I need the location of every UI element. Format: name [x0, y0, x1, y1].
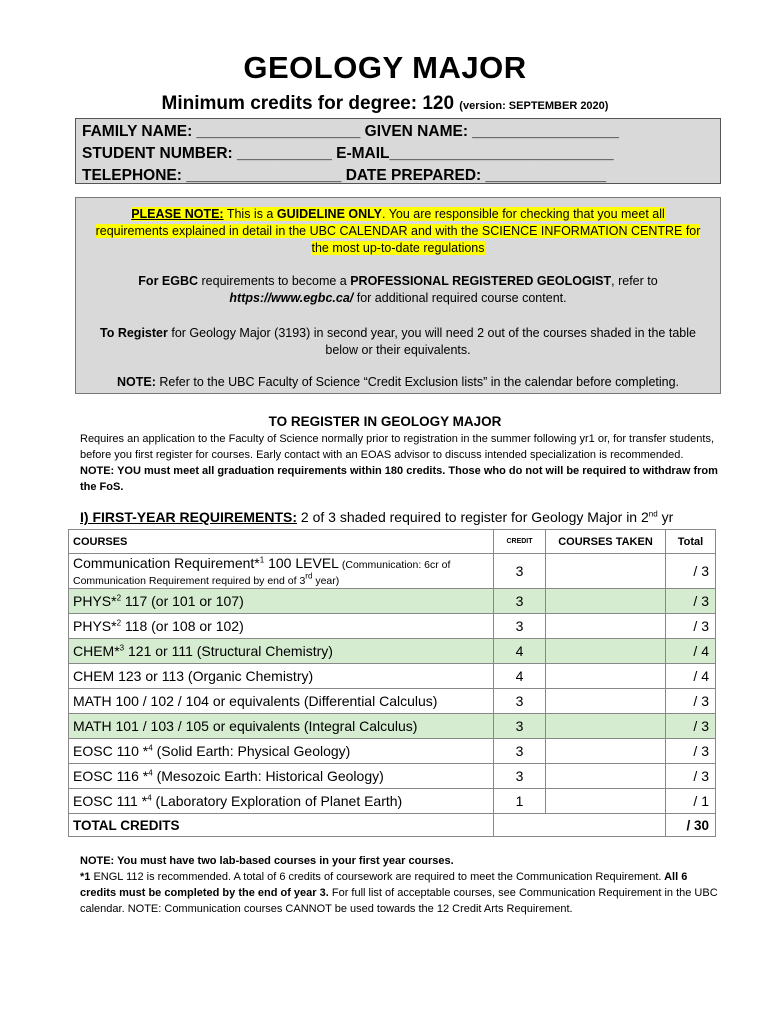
min-credits-text: Minimum credits for degree: 120 — [161, 93, 455, 114]
course-name: PHYS* — [73, 618, 117, 634]
course-detail: 118 (or 108 or 102) — [121, 618, 244, 634]
egbc-refer: , refer to — [611, 274, 658, 288]
register-label: To Register — [100, 326, 168, 340]
course-detail: (Mesozoic Earth: Historical Geology) — [152, 768, 384, 784]
register-text: for Geology Major (3193) in second year, you will need 2 out of the courses shaded in the table below or their equivalents. — [171, 326, 696, 357]
courses-taken-input[interactable] — [546, 714, 666, 739]
header-courses: COURSES — [69, 530, 494, 554]
credit-cell: 3 — [494, 689, 546, 714]
course-cell — [69, 639, 494, 664]
section-title: I) FIRST-YEAR REQUIREMENTS: — [80, 509, 298, 525]
please-note-label: PLEASE NOTE: — [131, 207, 224, 221]
total-cell: / 3 — [666, 614, 716, 639]
table-row — [69, 764, 716, 789]
egbc-link[interactable]: https://www.egbc.ca/ — [229, 291, 354, 305]
notice-box — [75, 197, 721, 394]
credit-cell: 3 — [494, 614, 546, 639]
register-paragraph — [80, 431, 720, 495]
total-cell: / 3 — [666, 689, 716, 714]
course-name: Communication Requirement* — [73, 555, 260, 571]
footnotes — [80, 853, 720, 917]
egbc-mid: requirements to become a — [201, 274, 347, 288]
courses-taken-input[interactable] — [546, 739, 666, 764]
table-row — [69, 589, 716, 614]
credit-cell: 3 — [494, 714, 546, 739]
total-cell: / 3 — [666, 739, 716, 764]
total-cell: / 3 — [666, 589, 716, 614]
course-cell — [69, 789, 494, 814]
credit-cell: 3 — [494, 589, 546, 614]
course-note-sup: rd — [305, 571, 313, 581]
course-cell — [69, 739, 494, 764]
course-detail: 121 or 111 (Structural Chemistry) — [124, 643, 333, 659]
email-field[interactable]: E-MAIL__________________________ — [336, 145, 614, 162]
header-credit: CREDIT — [494, 530, 546, 554]
course-footnote-ref: 1 — [259, 555, 265, 565]
info-row-1 — [82, 121, 714, 143]
first-year-requirements-table — [68, 529, 716, 837]
courses-taken-input[interactable] — [546, 639, 666, 664]
course-detail: (Solid Earth: Physical Geology) — [152, 743, 351, 759]
credit-cell: 3 — [494, 739, 546, 764]
course-detail: 100 LEVEL — [264, 555, 339, 571]
table-row — [69, 789, 716, 814]
section-desc: 2 of 3 shaded required to register for Geology Major in 2 — [300, 509, 649, 525]
table-row — [69, 739, 716, 764]
course-name: MATH 100 / 102 / 104 or equivalents (Differential Calculus) — [73, 693, 438, 709]
course-cell — [69, 764, 494, 789]
course-cell — [69, 589, 494, 614]
courses-taken-input[interactable] — [546, 689, 666, 714]
fn1-bold: All 6 credits must be completed by the end of year 3. — [80, 871, 688, 899]
table-row — [69, 554, 716, 589]
fn1-text: ENGL 112 is recommended. A total of 6 credits of coursework are required to meet the Communication Requirement. — [90, 871, 662, 883]
total-cell: / 1 — [666, 789, 716, 814]
table-header-row — [69, 530, 716, 554]
courses-taken-input[interactable] — [546, 554, 666, 589]
table-row — [69, 639, 716, 664]
course-detail: (Laboratory Exploration of Planet Earth) — [151, 793, 403, 809]
student-number-field[interactable]: STUDENT NUMBER: ___________ — [82, 145, 332, 162]
course-name: MATH 101 / 103 / 105 or equivalents (Integral Calculus) — [73, 718, 418, 734]
course-footnote-ref: 4 — [147, 793, 152, 803]
please-note-rest: . You are responsible for checking that you meet all requirements explained in detail in the UBC CALENDAR and with the SCIENCE INFORMATION CENTRE for the most up-to-date regulations — [95, 207, 701, 255]
courses-taken-input[interactable] — [546, 664, 666, 689]
course-note: (Communication: 6cr of Communication Requirement required by end of 3 — [73, 559, 451, 587]
credit-cell: 3 — [494, 764, 546, 789]
register-body: Requires an application to the Faculty of Science normally prior to registration in the summer following yr1 or, for transfer students, before you first register for courses. Early contact with an EOAS advisor to discuss intended specialization is recommended. — [80, 433, 715, 461]
credit-cell: 1 — [494, 789, 546, 814]
register-heading: TO REGISTER IN GEOLOGY MAJOR — [268, 414, 502, 429]
note-text: Refer to the UBC Faculty of Science “Credit Exclusion lists” in the calendar before completing. — [159, 375, 680, 389]
course-name: EOSC 116 * — [73, 768, 149, 784]
table-row — [69, 664, 716, 689]
total-credits-row — [69, 814, 716, 837]
info-row-3 — [82, 165, 714, 187]
courses-taken-input[interactable] — [546, 789, 666, 814]
page-subtitle — [0, 93, 770, 115]
course-footnote-ref: 2 — [116, 618, 122, 628]
course-name: CHEM* — [73, 643, 120, 659]
course-footnote-ref: 3 — [119, 643, 125, 653]
lab-note: NOTE: You must have two lab-based courses in your first year courses. — [80, 855, 454, 867]
course-footnote-ref: 4 — [148, 768, 153, 778]
course-cell — [69, 614, 494, 639]
table-row — [69, 689, 716, 714]
table-body — [69, 554, 716, 814]
total-credits-blank — [494, 814, 666, 837]
credit-cell: 4 — [494, 639, 546, 664]
page-title: GEOLOGY MAJOR — [243, 50, 527, 85]
total-cell: / 4 — [666, 639, 716, 664]
register-bold-note: NOTE: YOU must meet all graduation requirements within 180 credits. Those who do not will be required to withdraw from the FoS. — [80, 465, 718, 493]
total-credits-label: TOTAL CREDITS — [69, 814, 494, 837]
please-note-pre: This is a — [226, 207, 274, 221]
credit-exclusion-notice — [82, 374, 714, 391]
header-total: Total — [666, 530, 716, 554]
note-label: NOTE: — [116, 375, 156, 389]
egbc-post: for additional required course content. — [356, 291, 567, 305]
course-cell — [69, 554, 494, 589]
egbc-label: For EGBC — [138, 274, 199, 288]
course-cell — [69, 714, 494, 739]
fn1-label: *1 — [80, 871, 91, 883]
register-notice — [82, 325, 714, 359]
section-desc-post: yr — [657, 509, 674, 525]
course-footnote-ref: 4 — [148, 743, 153, 753]
credit-cell: 4 — [494, 664, 546, 689]
total-cell: / 3 — [666, 554, 716, 589]
given-name-field[interactable]: GIVEN NAME: _________________ — [364, 123, 619, 140]
total-cell: / 4 — [666, 664, 716, 689]
course-name: CHEM 123 or 113 (Organic Chemistry) — [73, 668, 314, 684]
course-cell — [69, 689, 494, 714]
table-row — [69, 714, 716, 739]
course-cell — [69, 664, 494, 689]
courses-taken-input[interactable] — [546, 589, 666, 614]
total-cell: / 3 — [666, 764, 716, 789]
guideline-notice — [94, 206, 702, 257]
first-year-section-title — [80, 509, 740, 525]
student-info-box — [75, 118, 721, 184]
version-text: (version: SEPTEMBER 2020) — [459, 100, 609, 112]
course-name: EOSC 111 * — [73, 793, 148, 809]
family-name-field[interactable]: FAMILY NAME: ___________________ — [82, 123, 361, 140]
telephone-field[interactable]: TELEPHONE: __________________ — [82, 167, 342, 184]
egbc-notice — [86, 273, 710, 307]
table-row — [69, 614, 716, 639]
total-credits-value: / 30 — [666, 814, 716, 837]
course-name: PHYS* — [73, 593, 117, 609]
guideline-only: GUIDELINE ONLY — [276, 207, 382, 221]
section-desc-sup: nd — [648, 509, 658, 519]
total-cell: / 3 — [666, 714, 716, 739]
courses-taken-input[interactable] — [546, 614, 666, 639]
info-row-2 — [82, 143, 714, 165]
header-courses-taken: COURSES TAKEN — [546, 530, 666, 554]
course-note-post: year) — [312, 575, 340, 587]
course-footnote-ref: 2 — [116, 593, 122, 603]
credit-cell: 3 — [494, 554, 546, 589]
egbc-bold: PROFESSIONAL REGISTERED GEOLOGIST — [350, 274, 612, 288]
course-detail: 117 (or 101 or 107) — [121, 593, 244, 609]
date-prepared-field[interactable]: DATE PREPARED: ______________ — [345, 167, 607, 184]
fn1-rest: For full list of acceptable courses, see Communication Requirement in the UBC calendar. NOTE: Communication courses CANNOT be used towards the 12 Credit Arts Requirement. — [80, 887, 718, 915]
courses-taken-input[interactable] — [546, 764, 666, 789]
course-name: EOSC 110 * — [73, 743, 149, 759]
